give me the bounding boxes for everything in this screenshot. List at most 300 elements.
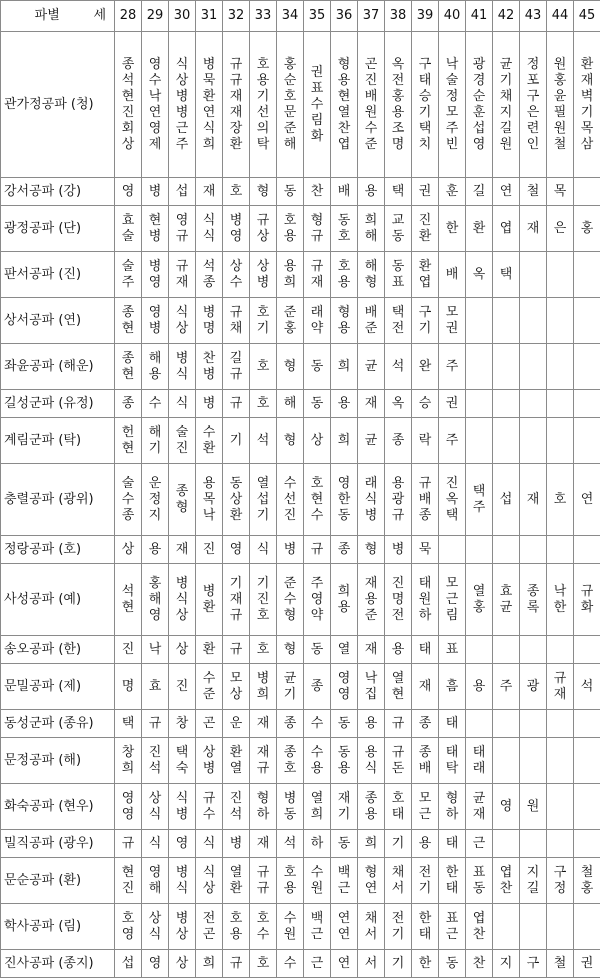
name-character: 엽 — [412, 275, 438, 291]
name-character: 상 — [304, 433, 330, 449]
generation-cell — [142, 904, 169, 950]
name-character: 용 — [331, 600, 357, 616]
name-character: 진 — [439, 476, 465, 492]
name-character: 한 — [439, 221, 465, 237]
name-character: 표 — [439, 642, 465, 658]
name-character: 진 — [250, 592, 276, 608]
generation-cell — [493, 830, 520, 858]
name-character: 효 — [115, 213, 141, 229]
branch-name: 좌윤공파 (해운) — [1, 344, 115, 390]
name-character: 한 — [439, 865, 465, 881]
generation-cell — [358, 178, 385, 206]
name-character: 종 — [412, 716, 438, 732]
generation-cell — [385, 32, 412, 178]
name-character: 택 — [466, 484, 492, 500]
generation-cell — [250, 298, 277, 344]
name-character: 종 — [520, 584, 546, 600]
name-character: 태 — [466, 745, 492, 761]
name-character: 식 — [169, 305, 195, 321]
generation-cell — [331, 564, 358, 636]
name-character: 식 — [142, 836, 168, 852]
name-character: 영 — [169, 213, 195, 229]
generation-cell — [574, 344, 600, 390]
generation-cell — [331, 536, 358, 564]
generation-cell — [439, 390, 466, 418]
name-character: 상 — [196, 745, 222, 761]
name-character: 수 — [223, 275, 249, 291]
name-character: 종 — [277, 716, 303, 732]
name-character: 기 — [493, 73, 519, 89]
name-character: 해 — [277, 396, 303, 412]
generation-cell — [358, 464, 385, 536]
generation-header-45: 45 — [574, 1, 600, 32]
generation-cell — [304, 206, 331, 252]
generation-cell — [547, 344, 574, 390]
name-character: 엽 — [466, 911, 492, 927]
name-character: 용 — [304, 761, 330, 777]
name-character: 환 — [196, 89, 222, 105]
generation-cell — [574, 252, 600, 298]
generation-cell — [196, 536, 223, 564]
generation-cell — [196, 298, 223, 344]
generation-cell — [142, 418, 169, 464]
name-character: 표 — [304, 81, 330, 97]
name-character: 기 — [250, 321, 276, 337]
name-character: 삼 — [574, 137, 600, 153]
name-character: 준 — [277, 121, 303, 137]
name-character: 홍 — [574, 221, 600, 237]
name-character: 희 — [331, 584, 357, 600]
name-character: 규 — [304, 259, 330, 275]
name-character: 병 — [169, 351, 195, 367]
name-character: 희 — [331, 433, 357, 449]
name-character: 희 — [196, 956, 222, 972]
generation-cell — [412, 418, 439, 464]
name-character: 련 — [520, 121, 546, 137]
name-character: 배 — [412, 492, 438, 508]
generation-cell — [115, 418, 142, 464]
generation-cell — [412, 904, 439, 950]
name-character: 배 — [358, 305, 384, 321]
name-character: 호 — [277, 761, 303, 777]
name-character: 근 — [169, 121, 195, 137]
name-character: 희 — [115, 761, 141, 777]
branch-name: 문정공파 (해) — [1, 738, 115, 784]
name-character: 백 — [304, 911, 330, 927]
name-character: 채 — [493, 89, 519, 105]
name-character: 용 — [358, 745, 384, 761]
name-character: 규 — [547, 671, 573, 687]
table-row — [1, 710, 600, 738]
name-character: 택 — [493, 267, 519, 283]
generation-cell — [493, 536, 520, 564]
name-character: 연 — [493, 184, 519, 200]
name-character: 찬 — [331, 121, 357, 137]
name-character: 훈 — [466, 105, 492, 121]
name-character: 찬 — [466, 956, 492, 972]
name-character: 규 — [304, 229, 330, 245]
generation-cell — [304, 784, 331, 830]
name-character: 형 — [250, 791, 276, 807]
branch-name: 문밀공파 (제) — [1, 664, 115, 710]
name-character: 상 — [169, 956, 195, 972]
generation-cell — [115, 738, 142, 784]
name-character: 형 — [169, 500, 195, 516]
name-character: 진 — [223, 791, 249, 807]
name-character: 태 — [385, 807, 411, 823]
generation-cell — [169, 418, 196, 464]
name-character: 해 — [358, 229, 384, 245]
generation-cell — [196, 178, 223, 206]
generation-header-34: 34 — [277, 1, 304, 32]
name-character: 엽 — [493, 221, 519, 237]
name-character: 준 — [358, 321, 384, 337]
name-character: 용 — [385, 476, 411, 492]
name-character: 기 — [412, 321, 438, 337]
generation-cell — [439, 904, 466, 950]
name-character: 상 — [223, 259, 249, 275]
name-character: 식 — [196, 213, 222, 229]
name-character: 수 — [277, 911, 303, 927]
name-character: 식 — [250, 542, 276, 558]
name-character: 광 — [466, 57, 492, 73]
name-character: 하 — [412, 608, 438, 624]
name-character: 진 — [196, 542, 222, 558]
name-character: 규 — [385, 745, 411, 761]
name-character: 준 — [358, 608, 384, 624]
generation-cell — [439, 418, 466, 464]
name-character: 규 — [250, 865, 276, 881]
generation-cell — [142, 464, 169, 536]
table-row — [1, 464, 600, 536]
branch-name: 충렬공파 (광위) — [1, 464, 115, 536]
name-character: 종 — [412, 745, 438, 761]
name-character: 환 — [223, 881, 249, 897]
generation-cell — [169, 784, 196, 830]
table-row — [1, 32, 600, 178]
generation-cell — [574, 178, 600, 206]
generation-cell — [493, 344, 520, 390]
generation-cell — [115, 32, 142, 178]
generation-cell — [169, 636, 196, 664]
name-character: 종 — [115, 305, 141, 321]
generation-cell — [304, 664, 331, 710]
generation-cell — [520, 858, 547, 904]
generation-cell — [115, 950, 142, 978]
name-character: 재 — [520, 221, 546, 237]
generation-cell — [277, 390, 304, 418]
name-character: 재 — [331, 791, 357, 807]
name-character: 진 — [115, 642, 141, 658]
name-character: 동 — [304, 642, 330, 658]
name-character: 기 — [331, 807, 357, 823]
generation-cell — [142, 830, 169, 858]
name-character: 규 — [385, 508, 411, 524]
name-character: 환 — [196, 600, 222, 616]
name-character: 형 — [358, 275, 384, 291]
generation-cell — [520, 252, 547, 298]
name-character: 수 — [196, 425, 222, 441]
name-character: 수 — [304, 716, 330, 732]
generation-cell — [196, 738, 223, 784]
generation-cell — [223, 664, 250, 710]
name-character: 용 — [412, 836, 438, 852]
name-character: 수 — [115, 492, 141, 508]
name-character: 화 — [574, 600, 600, 616]
name-character: 철 — [547, 956, 573, 972]
generation-cell — [574, 464, 600, 536]
name-character: 호 — [250, 396, 276, 412]
name-character: 규 — [385, 716, 411, 732]
name-character: 영 — [223, 229, 249, 245]
name-character: 호 — [331, 229, 357, 245]
generation-cell — [250, 636, 277, 664]
generation-cell — [385, 418, 412, 464]
generation-cell — [466, 904, 493, 950]
generation-cell — [412, 710, 439, 738]
name-character: 현 — [115, 321, 141, 337]
generation-cell — [439, 178, 466, 206]
name-character: 희 — [304, 807, 330, 823]
name-character: 기 — [574, 105, 600, 121]
name-character: 탁 — [250, 137, 276, 153]
name-character: 종 — [115, 396, 141, 412]
name-character: 상 — [250, 259, 276, 275]
generation-cell — [304, 636, 331, 664]
name-character: 진 — [277, 508, 303, 524]
name-character: 완 — [412, 359, 438, 375]
generation-cell — [169, 298, 196, 344]
name-character: 현 — [115, 89, 141, 105]
name-character: 규 — [250, 881, 276, 897]
generation-cell — [385, 536, 412, 564]
name-character: 영 — [331, 687, 357, 703]
generation-cell — [142, 178, 169, 206]
name-character: 옥 — [385, 396, 411, 412]
generation-cell — [250, 344, 277, 390]
name-character: 효 — [493, 584, 519, 600]
name-character: 수 — [277, 956, 303, 972]
generation-cell — [169, 344, 196, 390]
name-character: 규 — [250, 213, 276, 229]
generation-cell — [277, 32, 304, 178]
generation-cell — [169, 664, 196, 710]
name-character: 균 — [277, 671, 303, 687]
generation-header-36: 36 — [331, 1, 358, 32]
name-character: 연 — [331, 956, 357, 972]
generation-cell — [493, 664, 520, 710]
name-character: 현 — [115, 367, 141, 383]
generation-cell — [169, 252, 196, 298]
generation-cell — [574, 636, 600, 664]
generation-cell — [385, 298, 412, 344]
name-character: 연 — [358, 881, 384, 897]
name-character: 구 — [520, 956, 546, 972]
name-character: 용 — [331, 321, 357, 337]
generation-header-38: 38 — [385, 1, 412, 32]
generation-cell — [466, 784, 493, 830]
name-character: 환 — [223, 508, 249, 524]
name-character: 모 — [223, 671, 249, 687]
name-character: 재 — [358, 396, 384, 412]
name-character: 제 — [142, 137, 168, 153]
name-character: 열 — [223, 865, 249, 881]
generation-cell — [250, 418, 277, 464]
name-character: 선 — [277, 492, 303, 508]
table-row — [1, 830, 600, 858]
name-character: 호 — [250, 608, 276, 624]
name-character: 벽 — [574, 89, 600, 105]
name-character: 섭 — [169, 184, 195, 200]
name-character: 목 — [574, 121, 600, 137]
name-character: 진 — [385, 576, 411, 592]
generation-cell — [547, 418, 574, 464]
name-character: 석 — [115, 584, 141, 600]
name-character: 탁 — [439, 761, 465, 777]
name-character: 서 — [358, 927, 384, 943]
name-character: 배 — [331, 184, 357, 200]
generation-header-29: 29 — [142, 1, 169, 32]
generation-cell — [466, 32, 493, 178]
name-character: 섭 — [115, 956, 141, 972]
name-character: 종 — [331, 542, 357, 558]
generation-cell — [466, 464, 493, 536]
name-character: 규 — [196, 791, 222, 807]
table-row — [1, 636, 600, 664]
name-character: 용 — [142, 542, 168, 558]
name-character: 한 — [331, 492, 357, 508]
name-character: 동 — [385, 229, 411, 245]
generation-cell — [331, 636, 358, 664]
name-character: 석 — [223, 807, 249, 823]
generation-cell — [547, 178, 574, 206]
generation-cell — [196, 636, 223, 664]
name-character: 재 — [250, 716, 276, 732]
name-character: 길 — [466, 184, 492, 200]
generation-cell — [574, 32, 600, 178]
name-character: 태 — [439, 881, 465, 897]
generation-cell — [358, 390, 385, 418]
name-character: 병 — [169, 89, 195, 105]
generation-cell — [439, 664, 466, 710]
name-character: 종 — [196, 275, 222, 291]
name-character: 섭 — [466, 121, 492, 137]
generation-cell — [385, 858, 412, 904]
generation-cell — [142, 536, 169, 564]
generation-cell — [223, 298, 250, 344]
name-character: 석 — [385, 359, 411, 375]
generation-cell — [466, 738, 493, 784]
generation-cell — [250, 664, 277, 710]
generation-cell — [169, 390, 196, 418]
generation-cell — [223, 950, 250, 978]
generation-header-37: 37 — [358, 1, 385, 32]
name-character: 준 — [358, 137, 384, 153]
name-character: 옥 — [466, 267, 492, 283]
name-character: 규 — [169, 229, 195, 245]
generation-cell — [142, 858, 169, 904]
generation-cell — [412, 858, 439, 904]
generation-cell — [439, 710, 466, 738]
generation-cell — [196, 904, 223, 950]
generation-cell — [277, 418, 304, 464]
name-character: 용 — [331, 275, 357, 291]
generation-cell — [115, 564, 142, 636]
name-character: 동 — [223, 476, 249, 492]
table-row — [1, 178, 600, 206]
generation-cell — [412, 32, 439, 178]
name-character: 모 — [439, 576, 465, 592]
generation-cell — [385, 664, 412, 710]
name-character: 수 — [304, 508, 330, 524]
name-character: 균 — [358, 359, 384, 375]
name-character: 연 — [331, 911, 357, 927]
name-character: 서 — [385, 881, 411, 897]
name-character: 호 — [277, 213, 303, 229]
name-character: 재 — [250, 745, 276, 761]
name-character: 철 — [520, 184, 546, 200]
name-character: 용 — [358, 184, 384, 200]
generation-cell — [412, 206, 439, 252]
name-character: 열 — [250, 476, 276, 492]
name-character: 택 — [385, 305, 411, 321]
name-character: 명 — [385, 137, 411, 153]
name-character: 상 — [169, 927, 195, 943]
generation-cell — [520, 738, 547, 784]
generation-cell — [385, 636, 412, 664]
generation-cell — [331, 784, 358, 830]
generation-cell — [412, 298, 439, 344]
name-character: 모 — [439, 305, 465, 321]
name-character: 영 — [169, 836, 195, 852]
name-character: 병 — [196, 396, 222, 412]
name-character: 호 — [277, 89, 303, 105]
generation-cell — [169, 950, 196, 978]
name-character: 태 — [412, 927, 438, 943]
name-character: 섭 — [493, 492, 519, 508]
name-character: 열 — [304, 791, 330, 807]
branch-name: 광정공파 (단) — [1, 206, 115, 252]
name-character: 지 — [520, 865, 546, 881]
name-character: 병 — [169, 576, 195, 592]
name-character: 형 — [439, 791, 465, 807]
name-character: 형 — [277, 433, 303, 449]
generation-unit-label: 세 — [93, 8, 114, 24]
name-character: 규 — [169, 259, 195, 275]
name-character: 림 — [439, 608, 465, 624]
generation-cell — [493, 950, 520, 978]
name-character: 균 — [493, 57, 519, 73]
name-character: 병 — [196, 57, 222, 73]
name-character: 기 — [223, 576, 249, 592]
generation-cell — [115, 858, 142, 904]
name-character: 명 — [385, 592, 411, 608]
name-character: 상 — [223, 492, 249, 508]
generation-cell — [439, 950, 466, 978]
generation-cell — [358, 858, 385, 904]
name-character: 영 — [493, 799, 519, 815]
generation-cell — [358, 664, 385, 710]
name-character: 길 — [223, 351, 249, 367]
generation-header-39: 39 — [412, 1, 439, 32]
name-character: 규 — [250, 761, 276, 777]
generation-cell — [520, 32, 547, 178]
generation-cell — [412, 664, 439, 710]
name-character: 재 — [169, 542, 195, 558]
name-character: 규 — [223, 396, 249, 412]
name-character: 식 — [142, 927, 168, 943]
generation-cell — [142, 950, 169, 978]
